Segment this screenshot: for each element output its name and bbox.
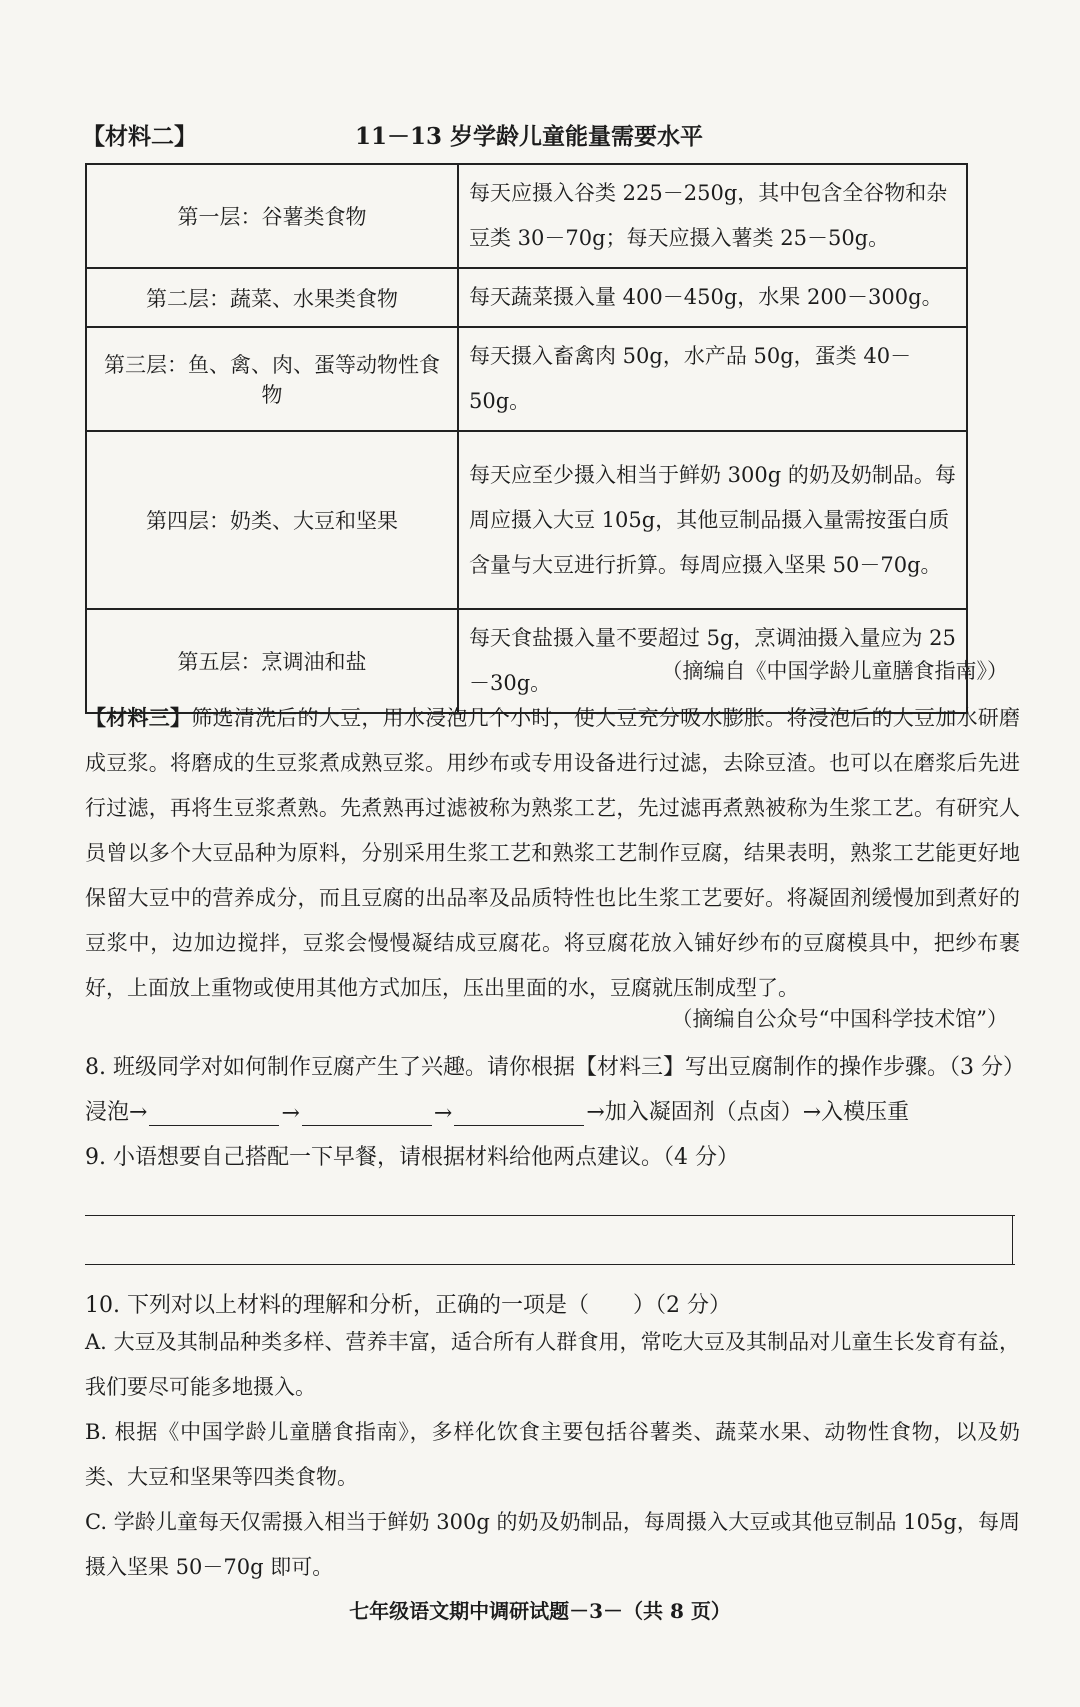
layer-description: 每天应摄入谷类 225－250g，其中包含全谷物和杂豆类 30－70g；每天应摄入薯类 25－50g。 [458,164,967,268]
table-row [86,327,967,431]
layer-name: 第一层：谷薯类食物 [86,164,458,268]
layer-name: 第四层：奶类、大豆和坚果 [86,431,458,609]
table-title: 11－13 岁学龄儿童能量需要水平 [355,123,704,150]
material-2-source: （摘编自《中国学龄儿童膳食指南》） [661,659,1008,683]
step-remaining: →加入凝固剂（点卤）→入模压重 [586,1100,910,1125]
table-row [86,164,967,268]
step-soak: 浸泡→ [85,1100,148,1125]
answer-blank-1[interactable] [149,1103,279,1126]
option-a[interactable]: A. 大豆及其制品种类多样、营养丰富，适合所有人群食用，常吃大豆及其制品对儿童生长发育有益，我们要尽可能多地摄入。 [85,1330,1020,1399]
table-row [86,431,967,609]
question-8: 8. 班级同学对如何制作豆腐产生了兴趣。请你根据【材料三】写出豆腐制作的操作步骤。（3 分） [85,1055,1025,1080]
layer-name: 第三层：鱼、禽、肉、蛋等动物性食物 [86,327,458,431]
answer-line-2[interactable] [85,1264,1015,1265]
answer-box-edge [1012,1215,1013,1265]
arrow: → [281,1101,300,1126]
material-3-text: 筛选清洗后的大豆，用水浸泡几个小时，使大豆充分吸水膨胀。将浸泡后的大豆加水研磨成豆浆。将磨成的生豆浆煮成熟豆浆。用纱布或专用设备进行过滤，去除豆渣。也可以在磨浆后先进行过滤，再将生豆浆煮熟。先煮熟再过滤被称为熟浆工艺，先过滤再煮熟被称为生浆工艺。有研究人员曾以多个大豆品种为原料，分别采用生浆工艺和熟浆工艺制作豆腐，结果表明，熟浆工艺能更好地保留大豆中的营养成分，而且豆腐的出品率及品质特性也比生浆工艺要好。将凝固剂缓慢加到煮好的豆浆中，边加边搅拌，豆浆会慢慢凝结成豆腐花。将豆腐花放入铺好纱布的豆腐模具中，把纱布裹好，上面放上重物或使用其他方式加压，压出里面的水，豆腐就压制成型了。 [85,706,1020,1000]
answer-blank-2[interactable] [302,1103,432,1126]
layer-description: 每天应至少摄入相当于鲜奶 300g 的奶及奶制品。每周应摄入大豆 105g，其他豆制品摄入量需按蛋白质含量与大豆进行折算。每周应摄入坚果 50－70g。 [458,431,967,609]
layer-description: 每天摄入畜禽肉 50g，水产品 50g，蛋类 40－50g。 [458,327,967,431]
option-b[interactable]: B. 根据《中国学龄儿童膳食指南》，多样化饮食主要包括谷薯类、蔬菜水果、动物性食物，以及奶类、大豆和坚果等四类食物。 [85,1420,1020,1489]
arrow: → [433,1101,453,1126]
answer-line-1[interactable] [85,1215,1015,1216]
table-row [86,268,967,327]
page-footer: 七年级语文期中调研试题－3－（共 8 页） [349,1599,731,1623]
layer-description: 每天蔬菜摄入量 400－450g，水果 200－300g。 [458,268,967,327]
question-10: 10. 下列对以上材料的理解和分析，正确的一项是（ ）（2 分） [85,1293,731,1318]
material-3-paragraph [85,695,1020,1011]
question-8-steps [85,1095,909,1126]
layer-name: 第二层：蔬菜、水果类食物 [86,268,458,327]
food-pyramid-table [85,163,968,714]
material-3-source: （摘编自公众号“中国科学技术馆”） [671,1007,1008,1031]
question-9: 9. 小语想要自己搭配一下早餐，请根据材料给他两点建议。（4 分） [85,1145,739,1170]
answer-blank-3[interactable] [454,1103,584,1126]
option-c[interactable]: C. 学龄儿童每天仅需摄入相当于鲜奶 300g 的奶及奶制品，每周摄入大豆或其他豆制品 105g，每周摄入坚果 50－70g 即可。 [85,1510,1020,1579]
material-3-label: 【材料三】 [85,705,192,730]
layer-description: 每天食盐摄入量不要超过 5g，烹调油摄入量应为 25－30g。 [458,609,967,713]
material-2-label: 【材料二】 [82,123,197,150]
layer-name: 第五层：烹调油和盐 [86,609,458,713]
